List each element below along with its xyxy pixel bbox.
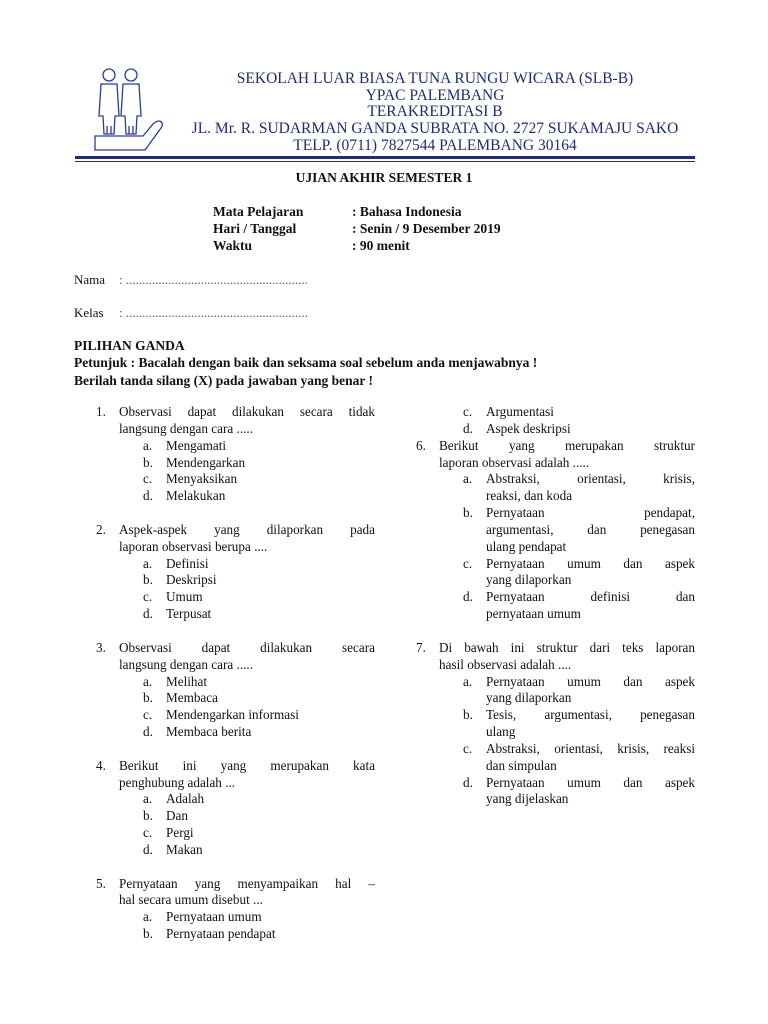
school-name: SEKOLAH LUAR BIASA TUNA RUNGU WICARA (SLB-B) <box>236 70 634 87</box>
foundation-name: YPAC PALEMBANG <box>365 87 505 104</box>
option-text: yang dilaporkan <box>486 572 572 588</box>
question-text: Pernyataan yang menyampaikan hal – <box>119 875 375 891</box>
name-field[interactable] <box>74 272 308 288</box>
question <box>96 404 376 438</box>
question-number: 7. <box>416 639 426 655</box>
accreditation: TERAKREDITASI B <box>367 103 503 120</box>
option-text: Abstraksi, orientasi, krisis, <box>486 471 695 487</box>
option-text: Argumentasi <box>486 404 554 419</box>
option-letter: a. <box>143 673 153 689</box>
spacer <box>96 741 376 758</box>
info-value: : Bahasa Indonesia <box>352 204 462 219</box>
option-text: Tesis, argumentasi, penegasan <box>486 707 695 723</box>
answer-option[interactable] <box>96 791 376 808</box>
answer-option[interactable] <box>96 825 376 842</box>
info-value: : 90 menit <box>352 238 410 253</box>
question-number: 2. <box>96 521 106 537</box>
answer-option[interactable] <box>96 556 376 573</box>
option-letter: d. <box>143 841 153 857</box>
answer-option[interactable] <box>96 724 376 741</box>
option-letter: c. <box>143 707 153 723</box>
option-text: Umum <box>166 589 203 605</box>
option-text: Membaca <box>166 690 218 706</box>
option-text: ulang pendapat <box>486 538 567 554</box>
question-text: laporan observasi berupa .... <box>119 538 268 554</box>
option-text: Pernyataan umum <box>166 909 262 925</box>
question-text: Observasi dapat dilakukan secara tidak <box>119 404 375 419</box>
answer-option[interactable] <box>96 808 376 825</box>
answer-option[interactable] <box>96 707 376 724</box>
answer-option[interactable] <box>416 589 696 623</box>
option-text: Melakukan <box>166 488 226 504</box>
option-letter: b. <box>463 707 473 723</box>
option-text: Menyaksikan <box>166 471 238 487</box>
question-text: Aspek-aspek yang dilaporkan pada <box>119 521 375 537</box>
answer-option[interactable] <box>96 926 376 943</box>
question <box>416 640 696 674</box>
option-letter: c. <box>143 825 153 841</box>
spacer <box>96 859 376 876</box>
question-number: 1. <box>96 404 106 419</box>
questions-right-column <box>416 404 696 808</box>
school-phone: TELP. (0711) 7827544 PALEMBANG 30164 <box>293 137 577 154</box>
option-text: Pernyataan umum dan aspek <box>486 555 695 571</box>
question <box>96 522 376 556</box>
question-text: Observasi dapat dilakukan secara <box>119 639 375 655</box>
option-letter: b. <box>143 690 153 706</box>
answer-option[interactable] <box>96 589 376 606</box>
spacer <box>96 623 376 640</box>
question-text: Di bawah ini struktur dari teks laporan <box>439 639 695 655</box>
question-number: 5. <box>96 875 106 891</box>
answer-option[interactable] <box>416 505 696 556</box>
header-divider-thin <box>75 161 695 162</box>
option-text: dan simpulan <box>486 757 557 773</box>
option-text: Melihat <box>166 673 208 689</box>
option-text: yang dijelaskan <box>486 791 569 807</box>
option-text: Pernyataan pendapat <box>166 926 276 942</box>
name-label: Nama <box>74 272 106 287</box>
answer-option[interactable] <box>96 674 376 691</box>
class-label: Kelas <box>74 305 104 320</box>
option-text: Mengamati <box>166 437 227 453</box>
option-text: reaksi, dan koda <box>486 488 573 504</box>
option-letter: d. <box>463 774 473 790</box>
answer-option[interactable] <box>416 707 696 741</box>
question-text: langsung dengan cara ..... <box>119 420 254 436</box>
exam-title: UJIAN AKHIR SEMESTER 1 <box>295 170 473 185</box>
option-letter: c. <box>143 471 153 487</box>
option-letter: b. <box>143 572 153 588</box>
option-text: Deskripsi <box>166 572 217 588</box>
option-text: Pernyataan definisi dan <box>486 589 695 605</box>
option-letter: a. <box>143 437 153 453</box>
option-text: Pergi <box>166 825 194 841</box>
answer-option[interactable] <box>416 421 696 438</box>
question <box>96 640 376 674</box>
name-blank: : ........................................................ <box>119 272 308 287</box>
option-text: argumentasi, dan penegasan <box>486 521 695 537</box>
info-value: : Senin / 9 Desember 2019 <box>352 221 501 236</box>
option-letter: c. <box>463 404 473 419</box>
spacer <box>96 505 376 522</box>
header-divider-thick <box>75 156 695 159</box>
answer-option[interactable] <box>96 909 376 926</box>
option-text: Makan <box>166 841 203 857</box>
option-text: Pernyataan pendapat, <box>486 505 695 521</box>
option-text: Terpusat <box>166 606 212 622</box>
option-letter: b. <box>143 926 153 942</box>
answer-option[interactable] <box>96 488 376 505</box>
option-letter: a. <box>463 673 473 689</box>
answer-option[interactable] <box>416 674 696 708</box>
question-number: 3. <box>96 639 106 655</box>
option-text: Abstraksi, orientasi, krisis, reaksi <box>486 740 695 756</box>
option-text: Membaca berita <box>166 724 252 740</box>
exam-info <box>213 203 501 254</box>
question <box>96 758 376 792</box>
info-label: Mata Pelajaran <box>213 204 304 219</box>
option-letter: a. <box>463 471 473 487</box>
option-letter: d. <box>463 589 473 605</box>
answer-option[interactable] <box>416 556 696 590</box>
question-number: 6. <box>416 437 426 453</box>
question <box>96 876 376 910</box>
option-text: Dan <box>166 808 188 824</box>
info-label: Hari / Tanggal <box>213 221 297 236</box>
option-letter: a. <box>143 909 153 925</box>
option-text: pernyataan umum <box>486 606 581 622</box>
question-text: langsung dengan cara ..... <box>119 656 254 672</box>
question-text: penghubung adalah ... <box>119 774 236 790</box>
answer-option[interactable] <box>96 572 376 589</box>
spacer <box>416 623 696 640</box>
question-number: 4. <box>96 757 106 773</box>
answer-option[interactable] <box>96 471 376 488</box>
option-text: Aspek deskripsi <box>486 420 571 436</box>
class-field[interactable] <box>74 305 308 321</box>
option-letter: c. <box>463 555 473 571</box>
option-text: Definisi <box>166 555 209 571</box>
answer-option[interactable] <box>96 438 376 455</box>
answer-option[interactable] <box>96 690 376 707</box>
option-letter: b. <box>143 808 153 824</box>
option-text: yang dilaporkan <box>486 690 572 706</box>
answer-option[interactable] <box>416 775 696 809</box>
option-text: ulang <box>486 724 516 740</box>
question-text: hasil observasi adalah .... <box>439 656 572 672</box>
questions-left-column <box>96 404 376 943</box>
option-text: Mendengarkan <box>166 454 246 470</box>
answer-option[interactable] <box>416 471 696 505</box>
answer-option[interactable] <box>96 606 376 623</box>
option-letter: d. <box>143 606 153 622</box>
option-letter: c. <box>463 740 473 756</box>
question-text: laporan observasi adalah ..... <box>439 454 590 470</box>
option-letter: b. <box>143 454 153 470</box>
option-letter: a. <box>143 555 153 571</box>
info-label: Waktu <box>213 238 253 253</box>
answer-option[interactable] <box>96 455 376 472</box>
instruction-1: Petunjuk : Bacalah dengan baik dan seksama soal sebelum anda menjawabnya ! <box>74 355 538 370</box>
option-letter: a. <box>143 791 153 807</box>
question <box>416 438 696 472</box>
instruction-2: Berilah tanda silang (X) pada jawaban yang benar ! <box>74 373 374 388</box>
option-letter: d. <box>143 724 153 740</box>
option-text: Mendengarkan informasi <box>166 707 299 723</box>
question-text: Berikut ini yang merupakan kata <box>119 757 375 773</box>
option-letter: d. <box>143 488 153 504</box>
answer-option[interactable] <box>96 842 376 859</box>
answer-option[interactable] <box>416 404 696 421</box>
option-letter: c. <box>143 589 153 605</box>
section-title: PILIHAN GANDA <box>74 338 185 353</box>
option-text: Pernyataan umum dan aspek <box>486 774 695 790</box>
class-blank: : ........................................................ <box>119 305 308 320</box>
school-logo <box>93 66 168 154</box>
option-letter: b. <box>463 505 473 521</box>
question-text: hal secara umum disebut ... <box>119 892 263 908</box>
option-text: Adalah <box>166 791 205 807</box>
option-text: Pernyataan umum dan aspek <box>486 673 695 689</box>
question-text: Berikut yang merupakan struktur <box>439 437 695 453</box>
school-address: JL. Mr. R. SUDARMAN GANDA SUBRATA NO. 2727 SUKAMAJU SAKO <box>191 120 679 137</box>
option-letter: d. <box>463 420 473 436</box>
answer-option[interactable] <box>416 741 696 775</box>
